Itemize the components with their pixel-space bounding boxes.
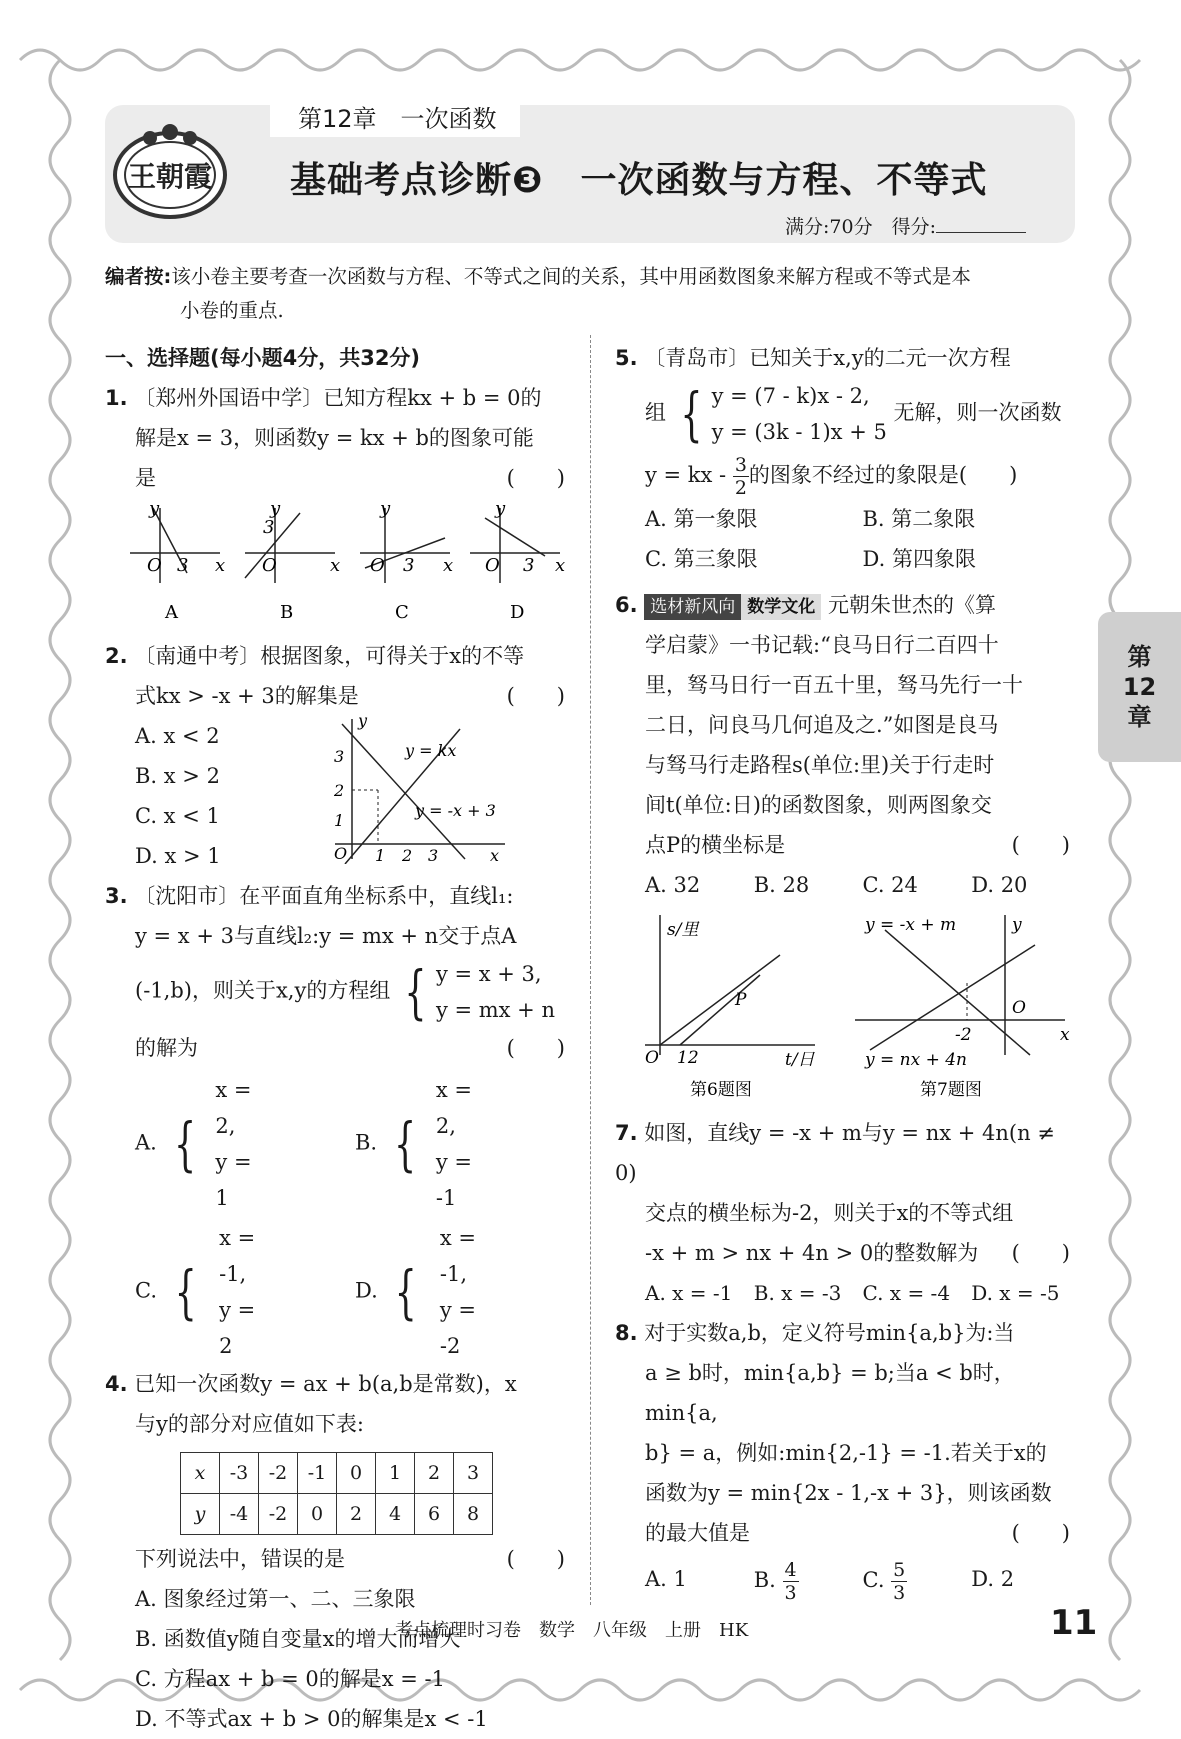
svg-text:3: 3 — [403, 555, 415, 576]
svg-text:第6题图: 第6题图 — [690, 1080, 752, 1100]
svg-text:第7题图: 第7题图 — [920, 1080, 982, 1100]
question-5: 5. 〔青岛市〕已知关于x,y的二元一次方程 组 { y = (7 - k)x - 2, y = (3k - 1)x + 5 无解，则一次函数 y = kx - $\frac{3}{2}$ 的图象不经过的象限是( ) A. 第一象限 B. 第二象限 C. 第三象限 D. 第四象限 — [615, 346, 1062, 571]
column-divider — [590, 335, 591, 1605]
svg-text:y: y — [358, 714, 368, 730]
chapter-label: 第12章 一次函数 — [270, 101, 520, 137]
editor-note: 编者按:该小卷主要考查一次函数与方程、不等式之间的关系，其中用函数图象来解方程或不等式是本 小卷的重点. — [105, 265, 971, 322]
svg-text:t/日: t/日 — [785, 1050, 815, 1070]
table-cell: -3 — [220, 1453, 259, 1494]
svg-text:x: x — [215, 555, 226, 576]
svg-text:x: x — [330, 555, 341, 576]
svg-text:1: 1 — [334, 811, 345, 830]
svg-text:x: x — [1060, 1025, 1070, 1045]
question-1: 1. 〔郑州外国语中学〕已知方程kx + b = 0的 解是x = 3，则函数y = kx + b的图象可能 是 ( ) y O 3 x A y 3 O x B y O 3 x C y O 3 x D — [105, 378, 575, 636]
question-7: 7. 如图，直线y = -x + m与y = nx + 4n(n ≠ 0) 交点的横坐标为-2，则关于x的不等式组 -x + m > nx + 4n > 0的整数解为 ( ) A. x = -1 B. x = -3 C. x = -4 D. x = -5 — [615, 1121, 1070, 1305]
question-8: 8. 对于实数a,b，定义符号min{a,b}为:当 a ≥ b时，min{a,b} = b;当a < b时，min{a, b} = a，例如:min{2,-1} = -1.若关于x的 函数为y = min{2x - 1,-x + 3}，则该函数 的最大值是 ( ) A. 1 B. $\frac{4}{3}$ C. $\frac{5}{3}$ D. 2 — [615, 1321, 1070, 1604]
q3-option-c: C. { x = -1, y = 2 — [135, 1226, 256, 1358]
svg-text:y: y — [270, 498, 281, 519]
svg-text:x: x — [443, 555, 454, 576]
svg-text:x: x — [555, 555, 566, 576]
q1-graphs — [105, 498, 575, 623]
table-cell: x — [181, 1453, 220, 1494]
page-title: 基础考点诊断❸ 一次函数与方程、不等式 — [290, 160, 988, 201]
svg-text:s/里: s/里 — [667, 920, 699, 940]
svg-text:y: y — [1012, 915, 1022, 935]
table-cell: -2 — [259, 1453, 298, 1494]
svg-text:y: y — [380, 498, 391, 519]
table-cell: 1 — [376, 1453, 415, 1494]
svg-text:3: 3 — [263, 517, 275, 538]
svg-text:y = nx + 4n: y = nx + 4n — [865, 1050, 968, 1070]
section-heading: 一、选择题(每小题4分，共32分) — [105, 346, 421, 370]
table-cell: 4 — [376, 1494, 415, 1535]
svg-text:O: O — [334, 844, 348, 863]
svg-text:3: 3 — [177, 555, 189, 576]
table-cell: 2 — [415, 1453, 454, 1494]
question-4: 4. 已知一次函数y = ax + b(a,b是常数)，x 与y的部分对应值如下表: x -3 -2 -1 0 1 2 3 y -4 -2 0 2 4 6 8 下列说法中，错误的是 ( ) A. 图象经过第一、二、三象限 B. 函数值y随自变量x的增大而增大 C. 方程ax + b = 0的解是x = -1 D. 不等式ax + b > 0的解集是x < -1 — [105, 1372, 565, 1731]
question-3: 3. 〔沈阳市〕在平面直角坐标系中，直线l₁: y = x + 3与直线l₂:y = mx + n交于点A (-1,b)，则关于x,y的方程组 { y = x + 3, y = mx + n 的解为 ( ) A. { x = 2, y = 1 B. { x = 2, y = -1 C. { x = -1, y = 2 D. { x = -1, y = -2 — [105, 876, 575, 1364]
svg-text:y = kx: y = kx — [405, 741, 457, 760]
q1-option-a: A — [165, 602, 178, 623]
svg-text:3: 3 — [428, 846, 439, 864]
right-column — [615, 338, 1080, 1604]
svg-text:-2: -2 — [955, 1025, 972, 1045]
footer: 考点梳理时习卷 数学 八年级 上册 HK — [395, 1620, 749, 1641]
svg-text:O: O — [370, 555, 385, 576]
q1-option-c: C — [395, 602, 409, 623]
svg-text:y = -x + 3: y = -x + 3 — [415, 801, 496, 820]
table-cell: 0 — [337, 1453, 376, 1494]
chapter-side-tab[interactable]: 第 12 章 — [1098, 612, 1181, 762]
table-cell: y — [181, 1494, 220, 1535]
left-column — [105, 338, 575, 1739]
svg-text:x: x — [490, 846, 500, 864]
svg-text:O: O — [147, 555, 162, 576]
q3-option-d: D. { x = -1, y = -2 — [355, 1226, 477, 1358]
page-number: 11 — [1050, 1603, 1098, 1643]
table-cell: 2 — [337, 1494, 376, 1535]
svg-text:O: O — [1012, 998, 1026, 1018]
svg-text:王朝霞: 王朝霞 — [127, 160, 213, 193]
svg-text:O: O — [262, 555, 277, 576]
table-cell: 3 — [454, 1453, 493, 1494]
svg-text:O: O — [485, 555, 500, 576]
table-cell: 0 — [298, 1494, 337, 1535]
table-cell: 6 — [415, 1494, 454, 1535]
svg-text:12: 12 — [677, 1048, 699, 1068]
q3-option-b: B. { x = 2, y = -1 — [355, 1078, 473, 1210]
table-cell: -4 — [220, 1494, 259, 1535]
logo — [105, 120, 235, 225]
q4-table — [180, 1452, 493, 1535]
svg-text:3: 3 — [523, 555, 535, 576]
svg-text:3: 3 — [334, 747, 345, 766]
table-cell: 8 — [454, 1494, 493, 1535]
q2-graph — [320, 714, 510, 864]
svg-text:2: 2 — [334, 781, 345, 800]
q1-option-d: D — [510, 602, 525, 623]
svg-text:O: O — [645, 1048, 659, 1068]
svg-text:y: y — [495, 498, 506, 519]
svg-text:y: y — [149, 498, 160, 519]
table-cell: -1 — [298, 1453, 337, 1494]
svg-text:1: 1 — [375, 846, 386, 864]
svg-text:P: P — [735, 990, 747, 1010]
question-2: 2. 〔南通中考〕根据图象，可得关于x的不等 式kx > -x + 3的解集是 ( ) A. x < 2 B. x > 2 C. x < 1 D. x > 1 y 3 2 1 O 1 2 3 x y = kx y = -x + 3 — [105, 644, 565, 868]
q1-option-b: B — [280, 602, 294, 623]
q6-q7-figures — [615, 905, 1080, 1100]
table-cell: -2 — [259, 1494, 298, 1535]
q3-option-a: A. { x = 2, y = 1 — [135, 1078, 252, 1210]
svg-text:y = -x + m: y = -x + m — [865, 915, 957, 935]
question-6: 6. 选材新风向 数学文化 元朝朱世杰的《算 学启蒙》一书记载:“良马日行二百四十 里，驽马日行一百五十里，驽马先行一十 二日，问良马几何追及之.”如图是良马 与驽马行走路程s(单位:里)关于行走时 间t(单位:日)的函数图象，则两图象交 点P的横坐标是 ( ) A. 32 B. 28 C. 24 D. 20 s/里 P O 12 t/日 第6题图 y = -x + m y O -2 x y = nx + 4n 第7题图 — [615, 585, 1080, 1113]
svg-text:2: 2 — [402, 846, 413, 864]
score-line: 满分:70分 得分: — [785, 212, 1026, 239]
